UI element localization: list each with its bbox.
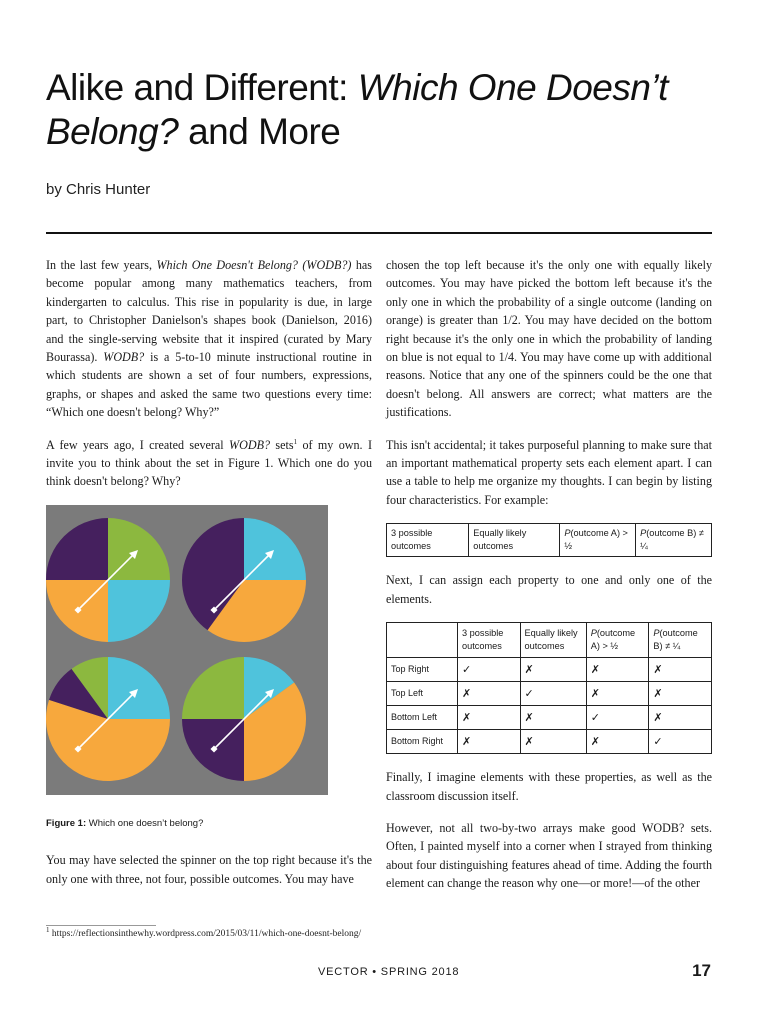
spinner-top-left: [46, 518, 170, 642]
text: In the last few years,: [46, 258, 157, 272]
row-label: Top Right: [387, 658, 458, 682]
table-header-cell: [387, 524, 469, 557]
paragraph: You may have selected the spinner on the top right because it's the only one with three, not four, possible outcomes. You may have: [46, 853, 372, 886]
figure-caption-label: Figure 1:: [46, 817, 87, 829]
table-row: [387, 706, 712, 730]
footnote-marker: 1: [46, 925, 50, 934]
header-text: (outcome B) ≠ ¼: [640, 528, 704, 552]
article-title: [46, 66, 726, 154]
spinner-slice-green: [182, 657, 244, 719]
table-header-row: [387, 623, 712, 658]
properties-table: [386, 523, 712, 557]
text: A few years ago, I created several: [46, 437, 230, 452]
right-column: [386, 256, 712, 907]
header-italic: P: [653, 628, 660, 639]
header-rule: [46, 232, 712, 234]
cross-mark-icon: ✗: [520, 658, 586, 682]
cross-mark-icon: ✗: [649, 706, 712, 730]
text-italic: Which One Doesn't Belong? (WODB?): [156, 258, 352, 272]
spinner-bottom-right: [182, 657, 306, 781]
header-text: Equally likely outcomes: [524, 628, 578, 652]
paragraph: [46, 436, 372, 491]
title-italic: Which One Doesn’t Belong?: [46, 67, 668, 152]
table-header-cell: [586, 623, 649, 658]
cross-mark-icon: ✗: [458, 682, 521, 706]
table-header-cell: [649, 623, 712, 658]
table-header-cell: [560, 524, 636, 557]
cross-mark-icon: ✗: [520, 706, 586, 730]
byline: by Chris Hunter: [46, 181, 151, 198]
text: of my own. I invite you to think about the set in Figure 1. Which one do you think doesn't belong? Why?: [46, 437, 372, 489]
text: has become popular among many mathematics teachers, from kindergarten to calculus. This rise in popularity is due, in large part, to Christopher Danielson's shapes book (Danielson, 2016) and the single-serving website that it inspired (curated by Mary Bourassa).: [46, 258, 372, 365]
paragraph: Next, I can assign each property to one and only one of the elements.: [386, 573, 712, 606]
cross-mark-icon: ✗: [458, 730, 521, 754]
figure-spinners: [46, 505, 328, 795]
table-row: [387, 682, 712, 706]
row-label: Bottom Left: [387, 706, 458, 730]
spinner-slice-purple: [46, 518, 108, 580]
header-italic: P: [640, 528, 647, 539]
title-part-2: and More: [178, 111, 341, 152]
figure-caption: [46, 815, 372, 833]
header-italic: P: [590, 628, 597, 639]
footnote-rule: [46, 925, 156, 926]
table-header-cell: [636, 524, 712, 557]
header-italic: P: [564, 528, 571, 539]
paragraph: chosen the top left because it's the only one with equally likely outcomes. You may have picked the bottom left because it's the only one in which the probability of a single outcome (landing on orange) is greater than 1/2. You may have decided on the bottom right because it's the only one in which the probability of landing on blue is not equal to 1/4. You may have come up with additional reasons. Notice that any one of the spinners could be the one that doesn't belong. All answers are correct; what matters are the justifications.: [386, 258, 712, 420]
header-text: Equally likely outcomes: [473, 528, 527, 552]
text-italic: WODB?: [103, 350, 145, 365]
footnote-url[interactable]: https://reflectionsinthewhy.wordpress.com/2015/03/11/which-one-doesnt-belong/: [49, 929, 362, 939]
row-label: Top Left: [387, 682, 458, 706]
header-text: (outcome B) ≠ ¼: [653, 628, 698, 652]
page-number: 17: [692, 961, 711, 980]
table-row: [387, 524, 712, 557]
header-text: 3 possible outcomes: [462, 628, 504, 652]
cross-mark-icon: ✗: [458, 706, 521, 730]
title-part-1: Alike and Different:: [46, 67, 358, 108]
paragraph: Finally, I imagine elements with these properties, as well as the classroom discussion itself.: [386, 770, 712, 803]
footnote-ref[interactable]: 1: [293, 437, 298, 446]
cross-mark-icon: ✗: [586, 658, 649, 682]
cross-mark-icon: ✗: [649, 682, 712, 706]
check-mark-icon: ✓: [586, 706, 649, 730]
spinner-top-right: [182, 518, 306, 642]
text: is a 5-to-10 minute instructional routine in which students are shown a set of four numbers, expressions, graphs, or shapes and asked the same two questions every time: “Which one doesn't belong? Why?”: [46, 350, 372, 420]
table-corner-cell: [387, 623, 458, 658]
text-italic: WODB?: [229, 437, 271, 452]
row-label: Bottom Right: [387, 730, 458, 754]
assignment-table: [386, 622, 712, 754]
table-row: [387, 730, 712, 754]
table-row: [387, 658, 712, 682]
check-mark-icon: ✓: [649, 730, 712, 754]
paragraph: However, not all two-by-two arrays make good WODB? sets. Often, I painted myself into a corner when I strayed from thinking about four distinguishing features ahead of time. Adding the fourth element can change the reason why one—or more!—of the other: [386, 820, 712, 891]
table-header-cell: [458, 623, 521, 658]
left-column: [46, 256, 372, 902]
figure-caption-text: Which one doesn’t belong?: [86, 817, 204, 829]
text: sets: [270, 437, 294, 452]
cross-mark-icon: ✗: [649, 658, 712, 682]
running-head: VECTOR • SPRING 2018: [318, 966, 460, 978]
spinner-bottom-left: [46, 657, 170, 781]
header-text: (outcome A) > ½: [590, 628, 636, 652]
header-text: (outcome A) > ½: [564, 528, 628, 552]
cross-mark-icon: ✗: [520, 730, 586, 754]
cross-mark-icon: ✗: [586, 682, 649, 706]
spinner-slice-blue: [108, 580, 170, 642]
header-text: 3 possible outcomes: [391, 528, 433, 552]
check-mark-icon: ✓: [458, 658, 521, 682]
paragraph: This isn't accidental; it takes purposeful planning to make sure that an important mathematical property sets each element apart. I can use a table to help me organize my thoughts. I can begin by listing four characteristics. For example:: [386, 437, 712, 507]
table-header-cell: [520, 623, 586, 658]
cross-mark-icon: ✗: [586, 730, 649, 754]
check-mark-icon: ✓: [520, 682, 586, 706]
table-header-cell: [469, 524, 560, 557]
paragraph: [46, 256, 372, 422]
footnote: [46, 925, 362, 939]
